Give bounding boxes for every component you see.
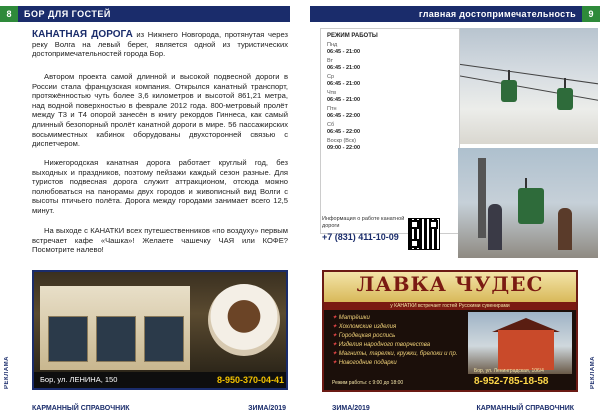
qr-finder bbox=[429, 220, 438, 229]
schedule-title: РЕЖИМ РАБОТЫ bbox=[327, 33, 378, 39]
footer-issue-date: ЗИМА/2019 bbox=[332, 405, 370, 412]
station-pillar bbox=[478, 158, 486, 238]
article-paragraph-1 bbox=[32, 30, 288, 59]
schedule-time: 06:45 - 21:00 bbox=[327, 80, 361, 87]
page-number: 9 bbox=[582, 6, 600, 22]
schedule-time: 09:00 - 22:00 bbox=[327, 144, 361, 151]
right-header-bar bbox=[310, 6, 600, 22]
advert-side-label: РЕКЛАМА bbox=[4, 356, 10, 390]
right-page bbox=[300, 0, 600, 416]
cafe-window bbox=[144, 316, 184, 362]
souvenir-shop-advertisement bbox=[322, 270, 578, 392]
qr-finder bbox=[410, 239, 419, 248]
qr-code-icon bbox=[408, 218, 440, 250]
gondola-cabin bbox=[518, 188, 544, 224]
list-item: ✦ Магниты, тарелки, кружки, брелоки и пр. bbox=[332, 350, 464, 359]
shop-phone: 8-952-785-18-58 bbox=[474, 376, 549, 387]
shop-hours: Режим работы: с 9:00 до 18:00 bbox=[332, 380, 404, 386]
article-paragraph-4: На выходе с КАНАТКИ всех путешественников «по воздуху» первым встречает кафе «Чашка»! Желаете чашечку ЧАЯ или КОФЕ? Посмотрите налево! bbox=[32, 226, 288, 255]
shop-header bbox=[324, 272, 576, 302]
footer-publication-name: КАРМАННЫЙ СПРАВОЧНИК bbox=[476, 405, 574, 412]
section-title: БОР ДЛЯ ГОСТЕЙ bbox=[24, 9, 111, 19]
kiosk-building bbox=[498, 330, 554, 370]
schedule-day: Птн bbox=[327, 106, 337, 112]
schedule-day: Воскр (Вск) bbox=[327, 138, 356, 144]
schedule-row bbox=[327, 90, 453, 103]
advert-side-label: РЕКЛАМА bbox=[590, 356, 596, 390]
shop-kiosk-photo bbox=[468, 312, 572, 374]
list-item: ✦ Хохломские изделия bbox=[332, 323, 464, 332]
schedule-time: 06:45 - 22:00 bbox=[327, 112, 361, 119]
left-header-bar bbox=[0, 6, 290, 22]
article-paragraph-2: Автором проекта самой длинной и высокой подвесной дороги в России стала французская компания. Открылся канатный транспорт, протяжённостью чуть более 3,6 километров и высотой 861,21 метра, над водной поверхностью в феврале 2012 года. 800-метровый пролёт между Т3 и Т4 опорой занесён в книгу рекордов Гиннеса, как самый длинный безопорный пролёт канатной дороги в мире. 56 пассажирских восьмиместных кабинок оборудованы двухсторонней связью с диспетчером. bbox=[32, 72, 288, 149]
passengers-photo bbox=[458, 148, 598, 258]
schedule-row bbox=[327, 74, 453, 87]
schedule-row bbox=[327, 106, 453, 119]
list-item: ✦ Матрёшки bbox=[332, 314, 464, 323]
cafe-address: Бор, ул. ЛЕНИНА, 150 bbox=[40, 375, 118, 384]
schedule-time: 06:45 - 21:00 bbox=[327, 48, 361, 55]
gondola-cabin bbox=[557, 88, 573, 110]
schedule-time: 06:45 - 22:00 bbox=[327, 128, 361, 135]
section-title: главная достопримечательность bbox=[418, 9, 576, 19]
shop-title: ЛАВКА ЧУДЕС bbox=[356, 272, 544, 296]
schedule-day: Пнд bbox=[327, 42, 338, 48]
footer-issue-date: ЗИМА/2019 bbox=[248, 405, 286, 412]
coffee-cup-image bbox=[208, 284, 280, 356]
footer-publication-name: КАРМАННЫЙ СПРАВОЧНИК bbox=[32, 405, 130, 412]
cafe-advertisement bbox=[32, 270, 288, 390]
schedule-row bbox=[327, 122, 453, 135]
schedule-time: 06:45 - 21:00 bbox=[327, 64, 361, 71]
schedule-row bbox=[327, 42, 453, 55]
article-lead-rest: из Нижнего Новгорода, протянутая через реку Волга на левый берег, является одной из туристических достопримечательностей города Бор. bbox=[32, 30, 288, 59]
cable-info-phone: +7 (831) 411-10-09 bbox=[322, 232, 399, 242]
schedule-box bbox=[320, 28, 460, 234]
cafe-ad-footer bbox=[34, 372, 288, 388]
list-item: ✦ Новогодние подарки bbox=[332, 359, 464, 368]
page-number: 8 bbox=[0, 6, 18, 22]
schedule-time: 06:45 - 21:00 bbox=[327, 96, 361, 103]
schedule-day: Чтв bbox=[327, 90, 337, 96]
cafe-photo bbox=[34, 272, 288, 376]
list-item: ✦ Городецкая роспись bbox=[332, 332, 464, 341]
cafe-window bbox=[48, 316, 88, 362]
shop-items-list bbox=[332, 314, 464, 368]
shop-address: Бор, ул. Ленинградская, 106/4 bbox=[474, 368, 544, 374]
person-figure bbox=[488, 204, 502, 250]
article-lead-phrase: КАНАТНАЯ ДОРОГА bbox=[32, 29, 133, 40]
qr-finder bbox=[410, 220, 419, 229]
schedule-row bbox=[327, 138, 453, 151]
gondola-cabin bbox=[501, 80, 517, 102]
shop-subtitle: у КАНАТКИ встречает гостей Русскими сувенирами bbox=[324, 302, 576, 310]
schedule-day: Сб bbox=[327, 122, 335, 128]
schedule-day: Ср bbox=[327, 74, 335, 80]
schedule-row bbox=[327, 58, 453, 71]
cafe-facade-image bbox=[40, 286, 190, 370]
cafe-window bbox=[96, 316, 136, 362]
article-paragraph-3: Нижегородская канатная дорога работает круглый год, без выходных и праздников, поэтому пейзажи каждый сезон разные. Для туристов подвесная дорога служит аттракционом, отсюда можно полюбоваться на панорамы двух городов и живописный вид Волги с высоты птичьего полёта. Дорога между городами занимает всего 12,5 минут. bbox=[32, 158, 288, 215]
cable-info-label: Информация о работе канатной дороги bbox=[322, 216, 405, 229]
list-item: ✦ Изделия народного творчества bbox=[332, 341, 464, 350]
cafe-phone: 8-950-370-04-41 bbox=[216, 375, 284, 385]
person-figure bbox=[558, 208, 572, 250]
schedule-day: Вт bbox=[327, 58, 334, 64]
